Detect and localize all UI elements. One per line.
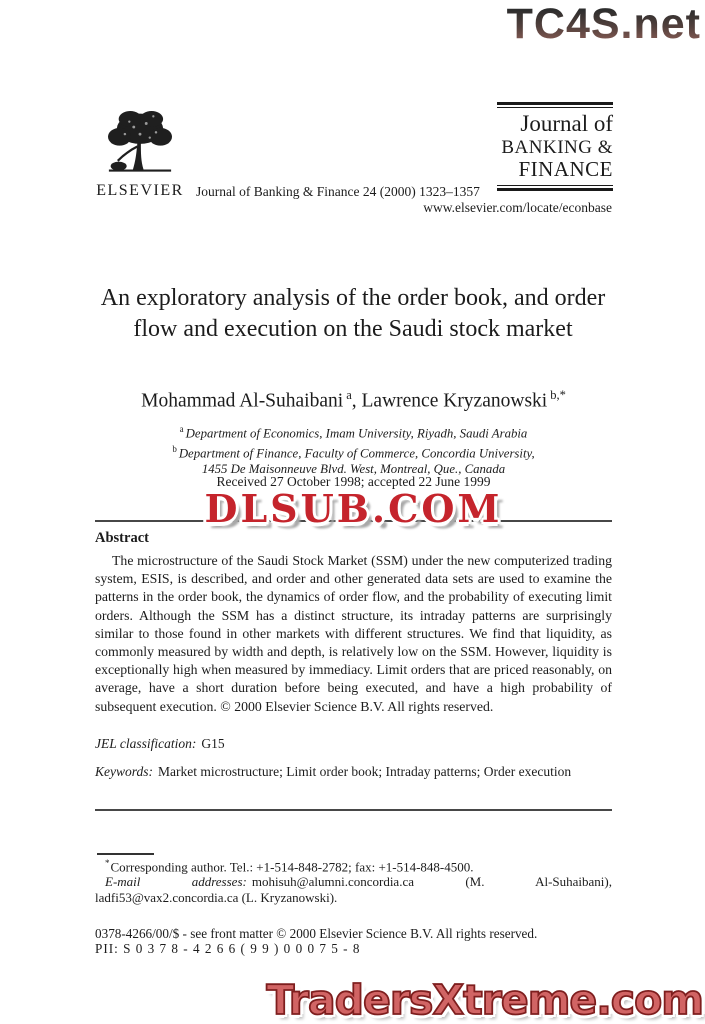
email-text: mohisuh@alumni.concordia.ca (M. Al-Suhaibani), ladfi53@vax2.concordia.ca (L. Kryzanowski). bbox=[95, 874, 612, 905]
author-line bbox=[95, 388, 612, 413]
abstract-heading: Abstract bbox=[95, 530, 149, 546]
author-1-affil-mark: a bbox=[346, 388, 352, 402]
masthead-line3: FINANCE bbox=[518, 157, 613, 181]
received-accepted-line: Received 27 October 1998; accepted 22 June 1999 bbox=[216, 474, 491, 489]
affiliation-b-text2: 1455 De Maisonneuve Blvd. West, Montreal, Que., Canada bbox=[201, 461, 506, 476]
watermark-tc4s: TC4S.net bbox=[506, 0, 701, 48]
footnote-rule bbox=[97, 853, 154, 855]
email-addresses-note bbox=[95, 874, 612, 905]
author-separator: , bbox=[351, 390, 362, 412]
issn-copyright-line: 0378-4266/00/$ - see front matter © 2000 Elsevier Science B.V. All rights reserved. bbox=[95, 926, 538, 941]
affiliations bbox=[95, 422, 612, 477]
watermark-tradersxtreme: TradersXtreme.com bbox=[266, 976, 703, 1024]
article-title: An exploratory analysis of the order book, and order flow and execution on the Saudi stock market bbox=[100, 285, 606, 342]
masthead-rule-top-thick bbox=[497, 102, 613, 105]
pii-line: PII: S 0 3 7 8 - 4 2 6 6 ( 9 9 ) 0 0 0 7 5 - 8 bbox=[95, 941, 361, 956]
journal-website-url: www.elsevier.com/locate/econbase bbox=[423, 200, 612, 215]
affiliation-a bbox=[95, 422, 612, 442]
masthead-rule-top-thin bbox=[497, 107, 613, 108]
jel-label: JEL classification: bbox=[95, 736, 197, 751]
watermark-dlsub: DLSUB.COM bbox=[204, 486, 503, 531]
abstract-text: The microstructure of the Saudi Stock Market (SSM) under the new computerized trading system, ESIS, is described, and order and other generated data sets are used to examine the patterns in the order book, the dynamics of order flow, and the probability of executing limit orders. Although the SSM has a distinct structure, its intraday patterns are surprisingly similar to those found in other markets with different structures. We find that liquidity, as commonly measured by width and depth, is relatively low on the SSM. However, liquidity is exceptionally high when measured by immediacy. Limit orders that are priced reasonably, on average, have a short duration before being executed, and have a high probability of subsequent execution. © 2000 Elsevier Science B.V. All rights reserved. bbox=[95, 553, 612, 714]
affiliation-a-text: Department of Economics, Imam University, Riyadh, Saudi Arabia bbox=[185, 426, 528, 441]
keywords-label: Keywords: bbox=[95, 764, 153, 779]
corresponding-author-note bbox=[95, 858, 612, 875]
author-1-name: Mohammad Al-Suhaibani bbox=[141, 390, 344, 412]
keywords-value: Market microstructure; Limit order book; Intraday patterns; Order execution bbox=[158, 764, 572, 779]
journal-citation: Journal of Banking & Finance 24 (2000) 1323–1357 bbox=[196, 184, 480, 199]
masthead-rule-bottom-thick bbox=[497, 188, 613, 191]
jel-classification-line bbox=[95, 736, 612, 752]
journal-masthead bbox=[497, 102, 613, 193]
elsevier-tree-icon bbox=[100, 106, 180, 180]
affiliation-a-mark: a bbox=[179, 424, 184, 434]
corresponding-author-text: Corresponding author. Tel.: +1-514-848-2782; fax: +1-514-848-4500. bbox=[110, 859, 474, 875]
author-2-name: Lawrence Kryzanowski bbox=[361, 390, 548, 412]
author-2-affil-mark: b,* bbox=[550, 388, 566, 402]
keywords-line bbox=[95, 763, 612, 781]
masthead-line1: Journal of bbox=[520, 111, 613, 136]
elsevier-logo bbox=[95, 106, 185, 200]
asterisk-mark: * bbox=[105, 858, 110, 868]
email-label: E-mail addresses: bbox=[105, 874, 247, 889]
jel-value: G15 bbox=[201, 736, 225, 751]
affiliation-b-text: Department of Finance, Faculty of Commerce, Concordia University, bbox=[178, 446, 535, 461]
publisher-name: ELSEVIER bbox=[96, 182, 184, 199]
masthead-line2: BANKING & bbox=[501, 137, 613, 158]
affiliation-b-mark: b bbox=[172, 443, 177, 454]
abstract-bottom-rule bbox=[95, 809, 612, 811]
affiliation-b bbox=[95, 442, 612, 462]
